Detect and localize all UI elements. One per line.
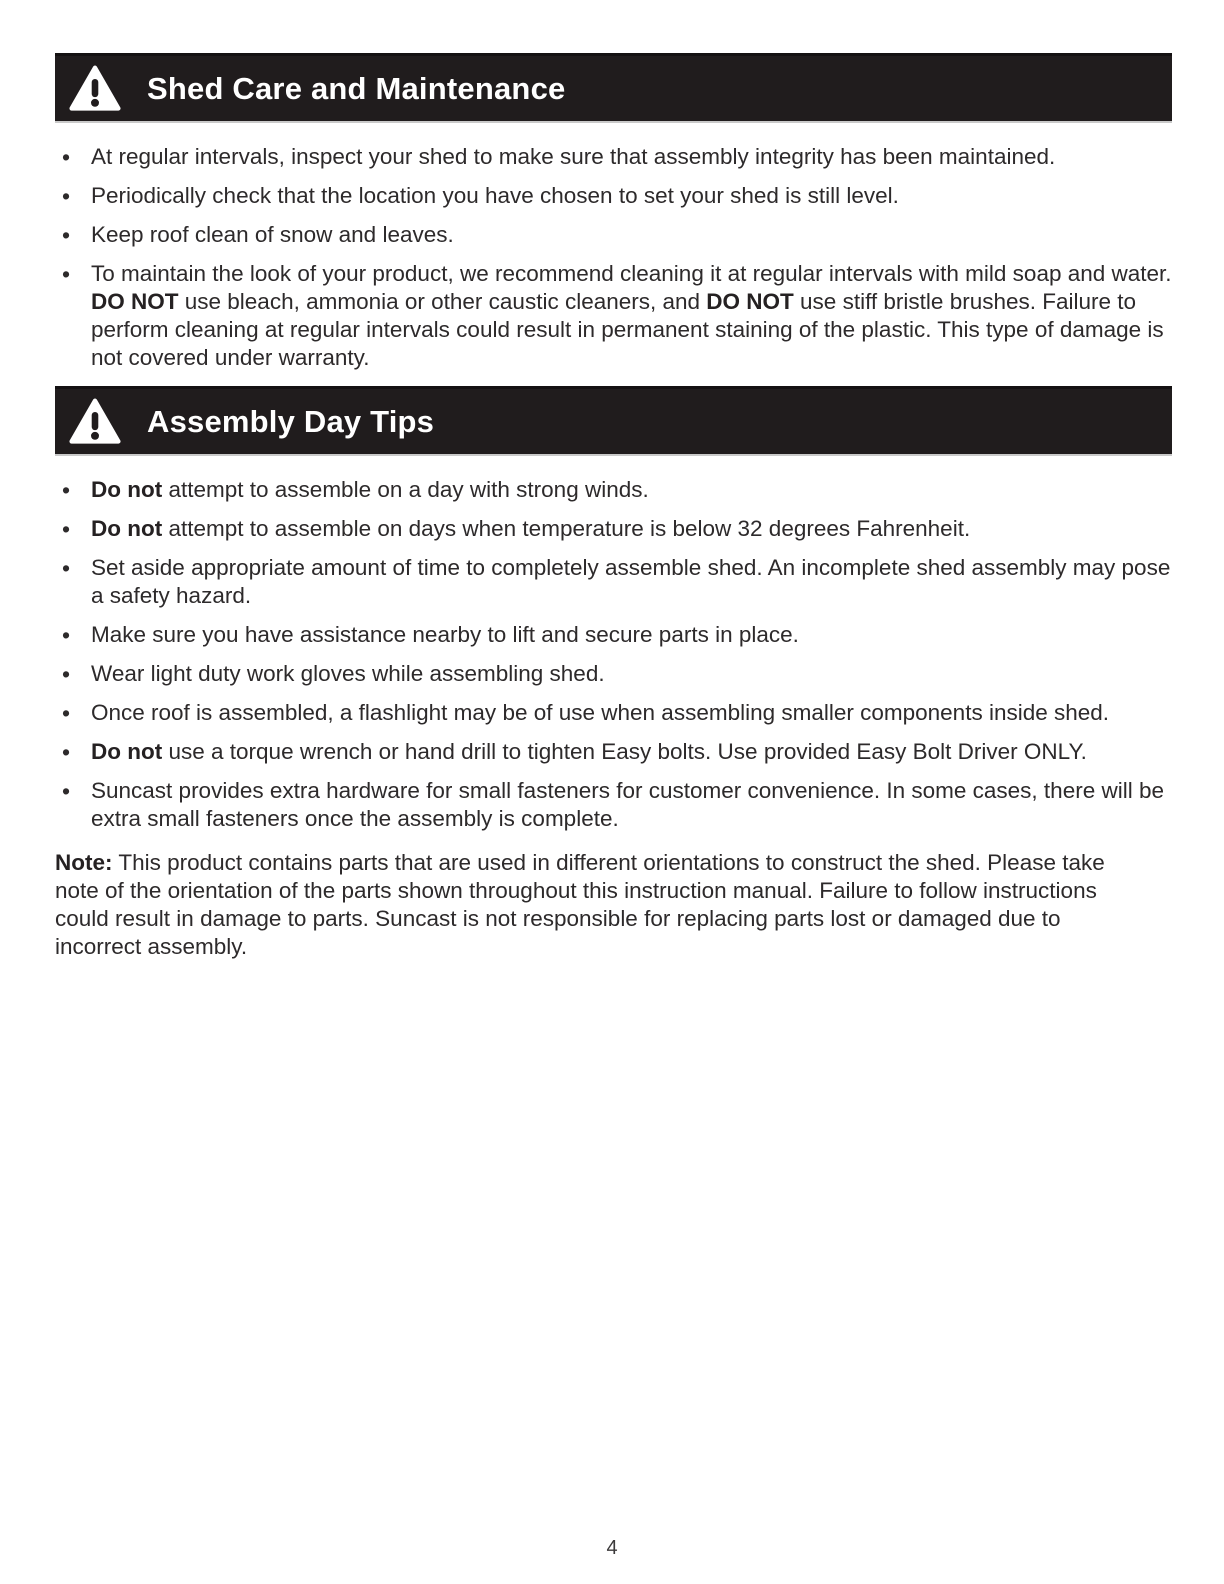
list-item: [55, 554, 1172, 610]
bold-text: DO NOT: [91, 289, 179, 314]
list-item: [55, 221, 1172, 249]
text-run: Suncast provides extra hardware for small fasteners for customer convenience. In some cases, there will be extra small fasteners once the assembly is complete.: [91, 778, 1164, 831]
text-run: Once roof is assembled, a flashlight may be of use when assembling smaller components inside shed.: [91, 700, 1110, 725]
text-run: attempt to assemble on a day with strong winds.: [162, 477, 649, 502]
text-run: use a torque wrench or hand drill to tighten Easy bolts. Use provided Easy Bolt Driver ONLY.: [162, 739, 1087, 764]
assembly-tips-list: [55, 476, 1172, 833]
page-number: 4: [606, 1537, 618, 1559]
list-item: [55, 476, 1172, 504]
section-header-shed-care: [55, 53, 1172, 121]
list-item: [55, 699, 1172, 727]
list-item: [55, 660, 1172, 688]
bold-text: Do not: [91, 477, 163, 502]
list-item: [55, 182, 1172, 210]
list-item: [55, 738, 1172, 766]
text-run: Keep roof clean of snow and leaves.: [91, 222, 454, 247]
bold-text: DO NOT: [706, 289, 794, 314]
text-run: Make sure you have assistance nearby to lift and secure parts in place.: [91, 622, 799, 647]
bold-text: Note:: [55, 850, 113, 875]
text-run: This product contains parts that are used in different orientations to construct the shed. Please take note of the orientation of the parts shown throughout this instruction manual. Failure to follow instructions could result in damage to parts. Suncast is not responsible for replacing parts lost or damaged due to incorrect assembly.: [55, 850, 1105, 959]
list-item: [55, 260, 1172, 372]
list-item: [55, 777, 1172, 833]
warning-triangle-icon: [69, 398, 121, 445]
bold-text: Do not: [91, 516, 163, 541]
text-run: use bleach, ammonia or other caustic cleaners, and: [178, 289, 707, 314]
section-title: Assembly Day Tips: [147, 403, 435, 439]
bold-text: Do not: [91, 739, 163, 764]
shed-care-list: [55, 143, 1172, 372]
list-item: [55, 143, 1172, 171]
note-paragraph: [55, 849, 1145, 961]
list-item: [55, 515, 1172, 543]
section-title: Shed Care and Maintenance: [147, 70, 566, 106]
warning-triangle-icon: [69, 65, 121, 112]
section-assembly-tips: [55, 386, 1172, 833]
section-header-assembly-tips: [55, 386, 1172, 454]
section-shed-care: [55, 53, 1172, 372]
text-run: At regular intervals, inspect your shed to make sure that assembly integrity has been maintained.: [91, 144, 1056, 169]
text-run: attempt to assemble on days when temperature is below 32 degrees Fahrenheit.: [162, 516, 971, 541]
text-run: use stiff bristle brushes. Failure to perform cleaning at regular intervals could result in permanent staining of the plastic. This type of damage is not covered under warranty.: [91, 289, 1164, 370]
text-run: Set aside appropriate amount of time to completely assemble shed. An incomplete shed assembly may pose a safety hazard.: [91, 555, 1171, 608]
list-item: [55, 621, 1172, 649]
text-run: Periodically check that the location you have chosen to set your shed is still level.: [91, 183, 899, 208]
text-run: To maintain the look of your product, we recommend cleaning it at regular intervals with mild soap and water.: [91, 261, 1172, 286]
text-run: Wear light duty work gloves while assembling shed.: [91, 661, 605, 686]
